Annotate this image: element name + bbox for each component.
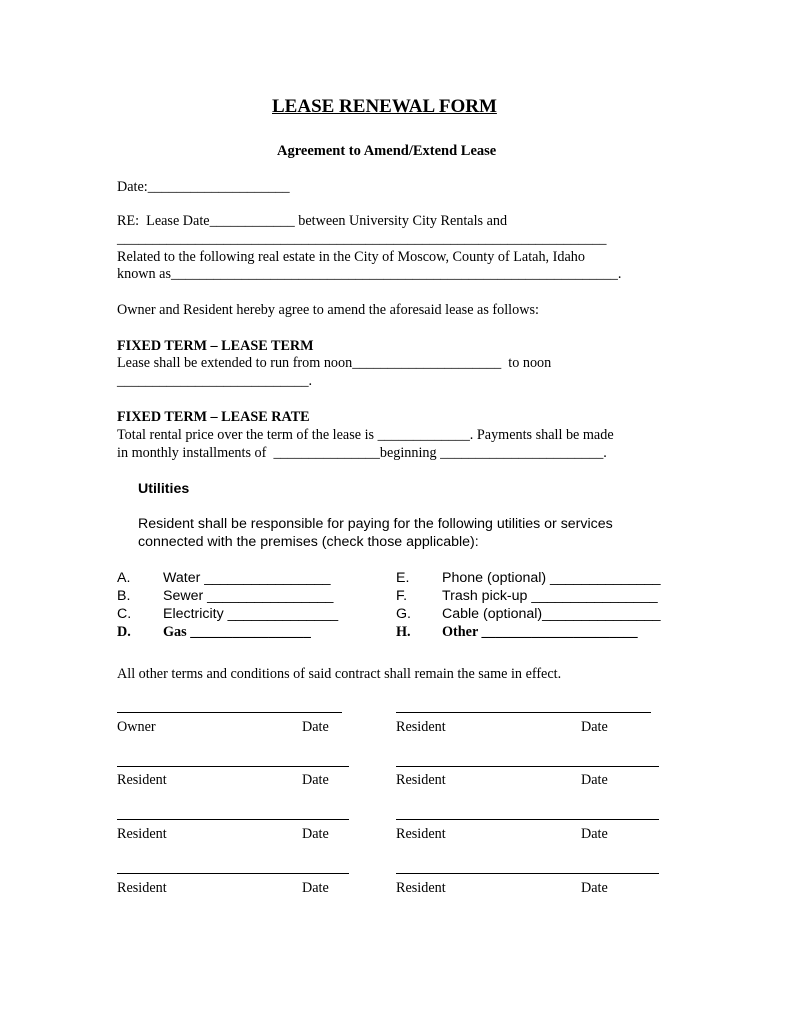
utilities-intro-line1: Resident shall be responsible for paying for the following utilities or services xyxy=(138,516,613,532)
utility-cable-field[interactable]: Cable (optional)_______________ xyxy=(442,606,661,622)
signature-line-resident[interactable] xyxy=(396,819,659,820)
lease-term-from-field[interactable]: Lease shall be extended to run from noon_____________________ to noon xyxy=(117,355,552,371)
utilities-intro-line2: connected with the premises (check those applicable): xyxy=(138,534,479,550)
known-as-field[interactable]: known as_______________________________________________________________. xyxy=(117,266,622,282)
page-title: LEASE RENEWAL FORM xyxy=(272,96,497,117)
agreement-text: Owner and Resident hereby agree to amend the aforesaid lease as follows: xyxy=(117,302,539,318)
signature-role: Resident xyxy=(117,826,167,842)
utility-trash-field[interactable]: Trash pick-up ________________ xyxy=(442,588,658,604)
remain-in-effect-text: All other terms and conditions of said contract shall remain the same in effect. xyxy=(117,666,562,682)
signature-role: Resident xyxy=(117,772,167,788)
utility-letter: A. xyxy=(117,570,131,586)
signature-line-resident[interactable] xyxy=(117,873,349,874)
lease-rate-heading: FIXED TERM – LEASE RATE xyxy=(117,409,310,425)
signature-role: Resident xyxy=(117,880,167,896)
utility-water-field[interactable]: Water ________________ xyxy=(163,570,331,586)
signature-line-resident[interactable] xyxy=(396,766,659,767)
signature-date-label: Date xyxy=(302,826,329,842)
utility-gas-field[interactable]: Gas _________________ xyxy=(163,624,311,640)
page-subtitle: Agreement to Amend/Extend Lease xyxy=(277,143,497,159)
signature-line-resident[interactable] xyxy=(117,819,349,820)
date-field[interactable]: Date:____________________ xyxy=(117,179,290,195)
utility-letter: C. xyxy=(117,606,132,622)
signature-date-label: Date xyxy=(302,719,329,735)
lease-date-line[interactable]: RE: Lease Date____________ between University City Rentals and xyxy=(117,213,508,229)
signature-role: Resident xyxy=(396,826,446,842)
utility-sewer-field[interactable]: Sewer ________________ xyxy=(163,588,334,604)
signature-line-resident[interactable] xyxy=(396,873,659,874)
utility-letter: H. xyxy=(396,624,411,640)
utilities-heading: Utilities xyxy=(138,481,190,497)
signature-line-owner[interactable] xyxy=(117,712,342,713)
party-name-blank[interactable]: _____________________________________________________________________ xyxy=(117,231,607,247)
signature-date-label: Date xyxy=(581,826,608,842)
utility-letter: B. xyxy=(117,588,131,604)
signature-line-resident[interactable] xyxy=(396,712,651,713)
utility-letter: E. xyxy=(396,570,410,586)
signature-date-label: Date xyxy=(581,772,608,788)
total-rental-price-field[interactable]: Total rental price over the term of the lease is _____________. Payments shall be made xyxy=(117,427,614,443)
signature-role: Resident xyxy=(396,719,446,735)
installments-field[interactable]: in monthly installments of _______________beginning _______________________. xyxy=(117,445,607,461)
signature-line-resident[interactable] xyxy=(117,766,349,767)
utility-letter: D. xyxy=(117,624,131,640)
utility-letter: G. xyxy=(396,606,411,622)
lease-term-to-field[interactable]: ___________________________. xyxy=(117,373,313,389)
utility-phone-field[interactable]: Phone (optional) ______________ xyxy=(442,570,661,586)
related-property-text: Related to the following real estate in the City of Moscow, County of Latah, Idaho xyxy=(117,249,585,265)
lease-term-heading: FIXED TERM – LEASE TERM xyxy=(117,338,314,354)
signature-role: Resident xyxy=(396,772,446,788)
signature-date-label: Date xyxy=(302,880,329,896)
signature-role: Owner xyxy=(117,719,156,735)
signature-date-label: Date xyxy=(581,719,608,735)
utility-letter: F. xyxy=(396,588,408,604)
signature-date-label: Date xyxy=(302,772,329,788)
utility-other-field[interactable]: Other ______________________ xyxy=(442,624,638,640)
signature-role: Resident xyxy=(396,880,446,896)
signature-date-label: Date xyxy=(581,880,608,896)
utility-electricity-field[interactable]: Electricity ______________ xyxy=(163,606,339,622)
